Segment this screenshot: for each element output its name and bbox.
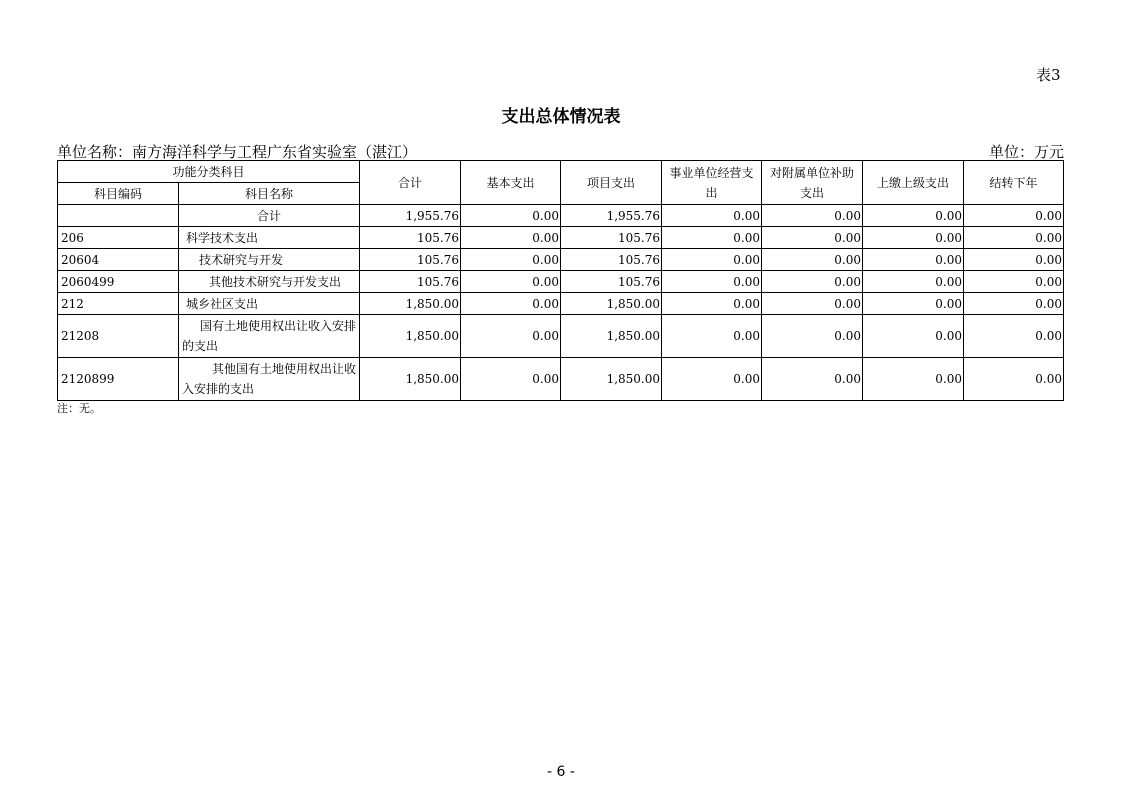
subsidy-cell: 0.00: [762, 271, 863, 293]
turnover-cell: 0.00: [863, 315, 964, 358]
table-row: [58, 227, 1064, 249]
business-cell: 0.00: [662, 249, 762, 271]
subsidy-cell: 0.00: [762, 293, 863, 315]
name-cell: 其他技术研究与开发支出: [179, 271, 360, 293]
basic-cell: 0.00: [461, 271, 561, 293]
carryover-cell: 0.00: [964, 249, 1064, 271]
business-cell: 0.00: [662, 315, 762, 358]
header-row: [58, 161, 1064, 183]
name-cell: 其他国有土地使用权出让收入安排的支出: [179, 358, 360, 401]
table-row: [58, 358, 1064, 401]
header-name: 科目名称: [179, 183, 360, 205]
table-row: [58, 271, 1064, 293]
total-cell: 1,850.00: [360, 358, 461, 401]
total-cell: 1,955.76: [360, 205, 461, 227]
table-row: [58, 249, 1064, 271]
business-cell: 0.00: [662, 227, 762, 249]
basic-cell: 0.00: [461, 315, 561, 358]
unit-name: 单位名称：南方海洋科学与工程广东省实验室（湛江）: [57, 143, 418, 161]
code-cell: 20604: [58, 249, 179, 271]
name-cell: 国有土地使用权出让收入安排的支出: [179, 315, 360, 358]
page-title: 支出总体情况表: [501, 107, 621, 127]
header-total: 合计: [360, 161, 461, 205]
subsidy-cell: 0.00: [762, 249, 863, 271]
business-cell: 0.00: [662, 205, 762, 227]
basic-cell: 0.00: [461, 358, 561, 401]
name-cell: 技术研究与开发: [179, 249, 360, 271]
total-cell: 105.76: [360, 271, 461, 293]
code-cell: 2120899: [58, 358, 179, 401]
turnover-cell: 0.00: [863, 271, 964, 293]
carryover-cell: 0.00: [964, 227, 1064, 249]
code-cell: 21208: [58, 315, 179, 358]
basic-cell: 0.00: [461, 205, 561, 227]
header-function-category: 功能分类科目: [58, 161, 360, 183]
footnote: 注：无。: [57, 402, 101, 415]
subsidy-cell: 0.00: [762, 315, 863, 358]
total-cell: 1,850.00: [360, 315, 461, 358]
code-cell: 2060499: [58, 271, 179, 293]
carryover-cell: 0.00: [964, 358, 1064, 401]
code-cell: 212: [58, 293, 179, 315]
header-turnover: 上缴上级支出: [863, 161, 964, 205]
project-cell: 1,850.00: [561, 358, 662, 401]
subsidy-cell: 0.00: [762, 205, 863, 227]
project-cell: 1,850.00: [561, 293, 662, 315]
business-cell: 0.00: [662, 271, 762, 293]
basic-cell: 0.00: [461, 293, 561, 315]
header-carryover: 结转下年: [964, 161, 1064, 205]
turnover-cell: 0.00: [863, 249, 964, 271]
business-cell: 0.00: [662, 358, 762, 401]
total-cell: 1,850.00: [360, 293, 461, 315]
turnover-cell: 0.00: [863, 358, 964, 401]
carryover-cell: 0.00: [964, 315, 1064, 358]
total-cell: 105.76: [360, 227, 461, 249]
basic-cell: 0.00: [461, 227, 561, 249]
table-row: [58, 293, 1064, 315]
header-code: 科目编码: [58, 183, 179, 205]
page-number: - 6 -: [547, 764, 575, 780]
project-cell: 1,955.76: [561, 205, 662, 227]
table-row: [58, 315, 1064, 358]
header-business: 事业单位经营支出: [662, 161, 762, 205]
currency-unit: 单位：万元: [988, 143, 1064, 161]
business-cell: 0.00: [662, 293, 762, 315]
total-cell: 105.76: [360, 249, 461, 271]
expenditure-table: [57, 160, 1064, 401]
code-cell: [58, 205, 179, 227]
code-cell: 206: [58, 227, 179, 249]
name-cell: 科学技术支出: [179, 227, 360, 249]
turnover-cell: 0.00: [863, 205, 964, 227]
turnover-cell: 0.00: [863, 293, 964, 315]
table-row: [58, 205, 1064, 227]
carryover-cell: 0.00: [964, 205, 1064, 227]
project-cell: 105.76: [561, 271, 662, 293]
basic-cell: 0.00: [461, 249, 561, 271]
header-project: 项目支出: [561, 161, 662, 205]
subsidy-cell: 0.00: [762, 358, 863, 401]
header-subsidy: 对附属单位补助支出: [762, 161, 863, 205]
table-number: 表3: [1036, 66, 1061, 84]
carryover-cell: 0.00: [964, 271, 1064, 293]
name-cell: 合计: [179, 205, 360, 227]
carryover-cell: 0.00: [964, 293, 1064, 315]
project-cell: 1,850.00: [561, 315, 662, 358]
project-cell: 105.76: [561, 249, 662, 271]
header-basic: 基本支出: [461, 161, 561, 205]
name-cell: 城乡社区支出: [179, 293, 360, 315]
project-cell: 105.76: [561, 227, 662, 249]
subsidy-cell: 0.00: [762, 227, 863, 249]
turnover-cell: 0.00: [863, 227, 964, 249]
